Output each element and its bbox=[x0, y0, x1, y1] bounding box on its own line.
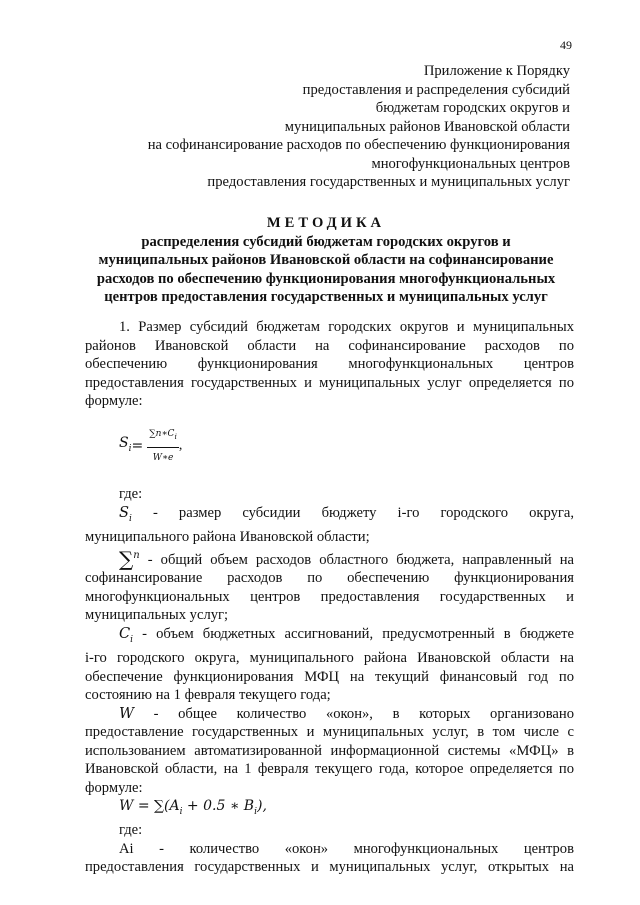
subtitle-line: муниципальных районов Ивановской области на софинансирование bbox=[98, 252, 554, 268]
appendix-line: многофункциональных центров bbox=[371, 155, 570, 172]
symbol-w: W bbox=[119, 704, 134, 722]
paragraph-line: предоставления государственных и муниципальных услуг определяется по bbox=[85, 374, 574, 391]
formula-equals: = bbox=[131, 437, 144, 454]
appendix-line: бюджетам городских округов и bbox=[375, 100, 570, 116]
definition-line: ∑$^n$ - общий объем расходов областного бюджета, направленный на bbox=[119, 546, 574, 571]
page-number: 49 bbox=[560, 38, 572, 52]
document-body bbox=[85, 318, 574, 877]
definition-line: софинансирование расходов по обеспечению функционирования bbox=[85, 570, 574, 587]
formula-lhs: $S_i$ bbox=[119, 434, 132, 454]
definition-line: W - общее количество «окон», в которых организовано bbox=[119, 704, 574, 722]
formula-comma: , bbox=[178, 437, 183, 453]
definition-c bbox=[85, 625, 574, 705]
where-label: где: bbox=[119, 822, 143, 839]
definition-line: Ивановской области, на 1 февраля текущего года, которое определяется по bbox=[85, 761, 574, 778]
sigma-icon: ∑ bbox=[119, 546, 134, 571]
formula-denominator: W∗e bbox=[152, 452, 174, 463]
subtitle-line: расходов по обеспечению функционирования многофункциональных bbox=[96, 270, 556, 287]
definition-line: использованием автоматизированной информационной системы «МФЦ» в bbox=[85, 742, 574, 759]
definition-line: обеспечение функционирования МФЦ на текущий финансовый год по bbox=[85, 668, 574, 685]
formula-windows: $W = \sum(A_i + 0.5$ ∗ $B_i$), bbox=[119, 798, 267, 817]
paragraph-1 bbox=[85, 318, 574, 411]
appendix-line: Приложение к Порядку bbox=[423, 63, 570, 79]
definition-line: предоставления государственных и муниципальных услуг, открытых на bbox=[85, 859, 574, 876]
formula-subsidy bbox=[119, 425, 574, 468]
paragraph-line: формуле: bbox=[85, 393, 143, 409]
document-title: МЕТОДИКА bbox=[266, 215, 386, 231]
appendix-line: муниципальных районов Ивановской области bbox=[284, 118, 570, 135]
definition-s bbox=[85, 504, 574, 547]
definition-line: i-го городского округа, муниципального района Ивановской области на bbox=[85, 650, 574, 667]
definition-line: состоянию на 1 февраля текущего года; bbox=[85, 687, 331, 704]
definition-line: муниципальных услуг; bbox=[85, 607, 229, 624]
appendix-line: на софинансирование расходов по обеспечению функционирования bbox=[147, 137, 570, 153]
appendix-header bbox=[50, 62, 570, 192]
symbol-s: $S_i$ bbox=[119, 503, 132, 524]
paragraph-line: районов Ивановской области на софинансирование расходов по bbox=[85, 337, 574, 354]
definition-line: многофункциональных центров предоставления государственных и bbox=[85, 588, 574, 605]
paragraph-line: 1. Размер субсидий бюджетам городских округов и муниципальных bbox=[119, 319, 574, 335]
document-title-block bbox=[78, 214, 574, 307]
appendix-line: предоставления и распределения субсидий bbox=[302, 81, 570, 98]
formula-fraction bbox=[147, 425, 179, 468]
formula-numerator: $\sum n∗C_i$ bbox=[147, 425, 179, 448]
symbol-c: $C_i$ bbox=[119, 624, 134, 645]
definition-line: $S_i$ - размер субсидии бюджету i-го городского округа, bbox=[119, 503, 574, 524]
where-label: где: bbox=[119, 486, 143, 503]
definition-line: муниципального района Ивановской области; bbox=[85, 529, 370, 546]
appendix-line: предоставления государственных и муниципальных услуг bbox=[207, 174, 570, 190]
paragraph-line: обеспечению функционирования многофункциональных центров bbox=[85, 356, 574, 372]
definition-sum-n bbox=[85, 547, 574, 625]
subtitle-line: распределения субсидий бюджетам городских округов и bbox=[141, 233, 511, 250]
definition-a bbox=[85, 840, 574, 877]
definition-line: формуле: bbox=[85, 779, 143, 796]
subtitle-line: центров предоставления государственных и муниципальных услуг bbox=[104, 289, 548, 305]
definition-line: $C_i$ - объем бюджетных ассигнований, предусмотренный в бюджете bbox=[119, 624, 574, 645]
definition-w bbox=[85, 705, 574, 798]
definition-line: Ai - количество «окон» многофункциональных центров bbox=[119, 840, 574, 857]
definition-line: предоставление государственных и муниципальных услуг, в том числе с bbox=[85, 724, 574, 741]
